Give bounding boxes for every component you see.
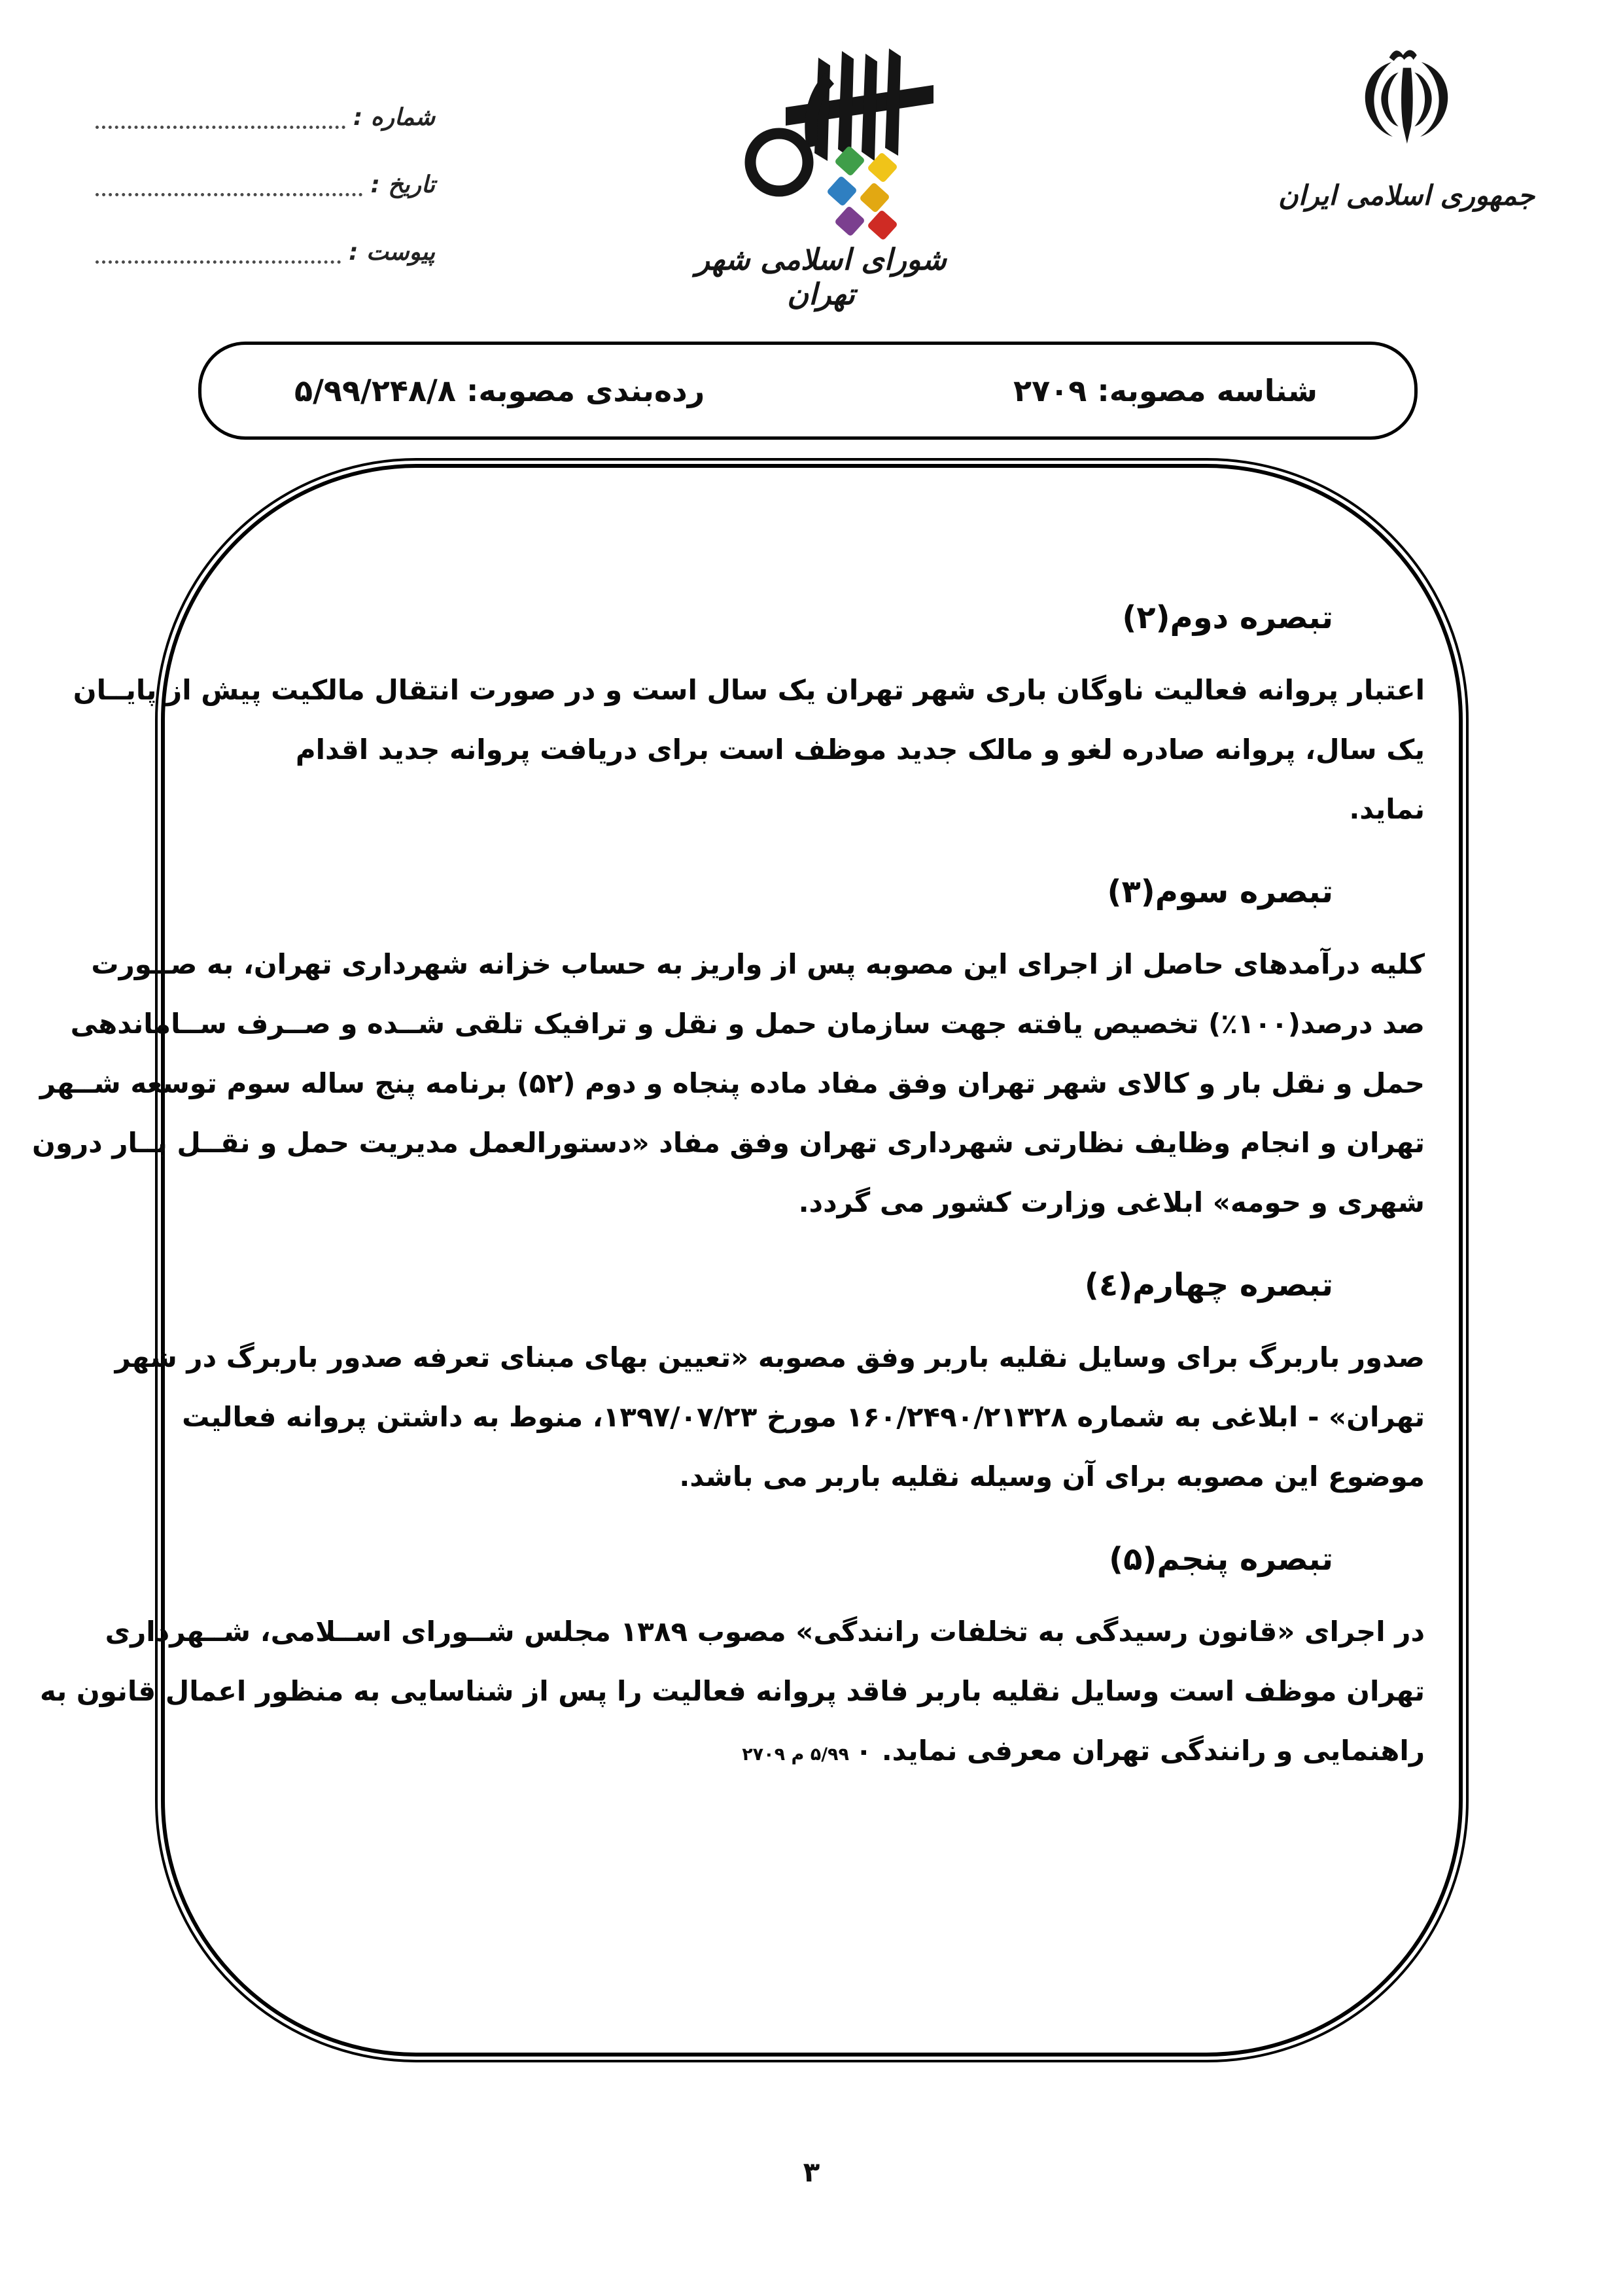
section-heading: تبصره دوم(۲) (1122, 599, 1333, 636)
text-line: تهران و انجام وظایف نظارتی شهرداری تهران وفق مفاد «دستورالعمل مدیریت حمل و نقــل بــار درون (32, 1127, 1425, 1159)
text-line: راهنمایی و رانندگی تهران معرفی نماید. ۰ ۵/۹۹ م ۲۷۰۹ (742, 1735, 1425, 1767)
text-line: صد درصد(۱۰۰٪) تخصیص یافته جهت سازمان حمل و نقل و ترافیک تلقی شــده و صــرف ســاماندهی (70, 1008, 1425, 1040)
text-line: موضوع این مصوبه برای آن وسیله نقلیه باربر می باشد. (679, 1460, 1425, 1492)
text-line: حمل و نقل بار و کالای شهر تهران وفق مفاد ماده پنجاه و دوم (۵۲) برنامه پنج ساله سوم توسعه شــهر (39, 1067, 1425, 1099)
page-number: ۳ (803, 2156, 820, 2188)
text-line: یک سال، پروانه صادره لغو و مالک جدید موظف است برای دریافت پروانه جدید اقدام نماید. (295, 733, 1425, 825)
section-paragraph (40, 1602, 1425, 1784)
resolution-id (1013, 373, 1318, 408)
text-line: کلیه درآمدهای حاصل از اجرای این مصوبه پس از واریز به حساب خزانه شهرداری تهران، به صــورت (91, 948, 1425, 980)
council-logo-caption: شورای اسلامی شهر تهران (695, 242, 947, 311)
resolution-classification (294, 373, 705, 408)
section-paragraph (73, 660, 1425, 839)
resolution-id-value: ۲۷۰۹ (1013, 373, 1087, 408)
field-label: تاریخ : (370, 171, 435, 198)
council-logo-icon (701, 24, 941, 239)
resolution-id-bar (198, 342, 1418, 440)
resolution-id-label: شناسه مصوبه: (1097, 373, 1318, 408)
iran-emblem-caption: جمهوری اسلامی ایران (1278, 179, 1535, 211)
tehran-council-logo (664, 24, 978, 311)
letterhead-field (92, 151, 435, 219)
text-line: صدور باربرگ برای وسایل نقلیه باربر وفق مصوبه «تعیین بهای مبنای تعرفه صدور باربرگ در شهر (114, 1341, 1425, 1373)
resolution-body-box (32, 458, 1469, 2062)
dotted-leader (96, 241, 341, 264)
field-label: پیوست : (349, 239, 435, 266)
section-paragraph (114, 1328, 1425, 1506)
letterhead-field (92, 84, 435, 151)
section-heading: تبصره سوم(۳) (1107, 874, 1333, 910)
resolution-body (32, 468, 1459, 2053)
dotted-leader (96, 173, 362, 196)
resolution-classification-label: رده‌بندی مصوبه: (466, 373, 705, 408)
record-note: ۵/۹۹ م ۲۷۰۹ (742, 1744, 856, 1765)
section-paragraph (32, 934, 1425, 1232)
text-line: اعتبار پروانه فعالیت ناوگان باری شهر تهران یک سال است و در صورت انتقال مالکیت پیش از پایــان (73, 674, 1425, 706)
section-heading: تبصره چهارم(٤) (1084, 1267, 1333, 1303)
section-heading: تبصره پنجم(۵) (1109, 1541, 1333, 1578)
text-line: تهران موظف است وسایل نقلیه باربر فاقد پروانه فعالیت را پس از شناسایی به منظور اعمال قانون به (40, 1675, 1425, 1707)
resolution-classification-value: ۵/۹۹/۲۴۸/۸ (294, 373, 456, 408)
resolution-body-box-inner (32, 464, 1463, 2057)
letterhead-field (92, 219, 435, 286)
text-line: تهران» - ابلاغی به شماره ۱۶۰/۲۴۹۰/۲۱۳۲۸ مورخ ۱۳۹۷/۰۷/۲۳، منوط به داشتن پروانه فعالیت (182, 1401, 1425, 1433)
field-label: شماره : (353, 104, 435, 131)
dotted-leader (96, 106, 345, 129)
iran-emblem-icon (1349, 38, 1464, 170)
logo-diamonds (826, 145, 898, 239)
text-line: در اجرای «قانون رسیدگی به تخلفات رانندگی» مصوب ۱۳۸۹ مجلس شــورای اســلامی، شــهرداری (105, 1616, 1425, 1648)
iran-emblem (1259, 38, 1554, 211)
text-line: شهری و حومه» ابلاغی وزارت کشور می گردد. (798, 1186, 1425, 1218)
letterhead-fields (92, 84, 435, 286)
